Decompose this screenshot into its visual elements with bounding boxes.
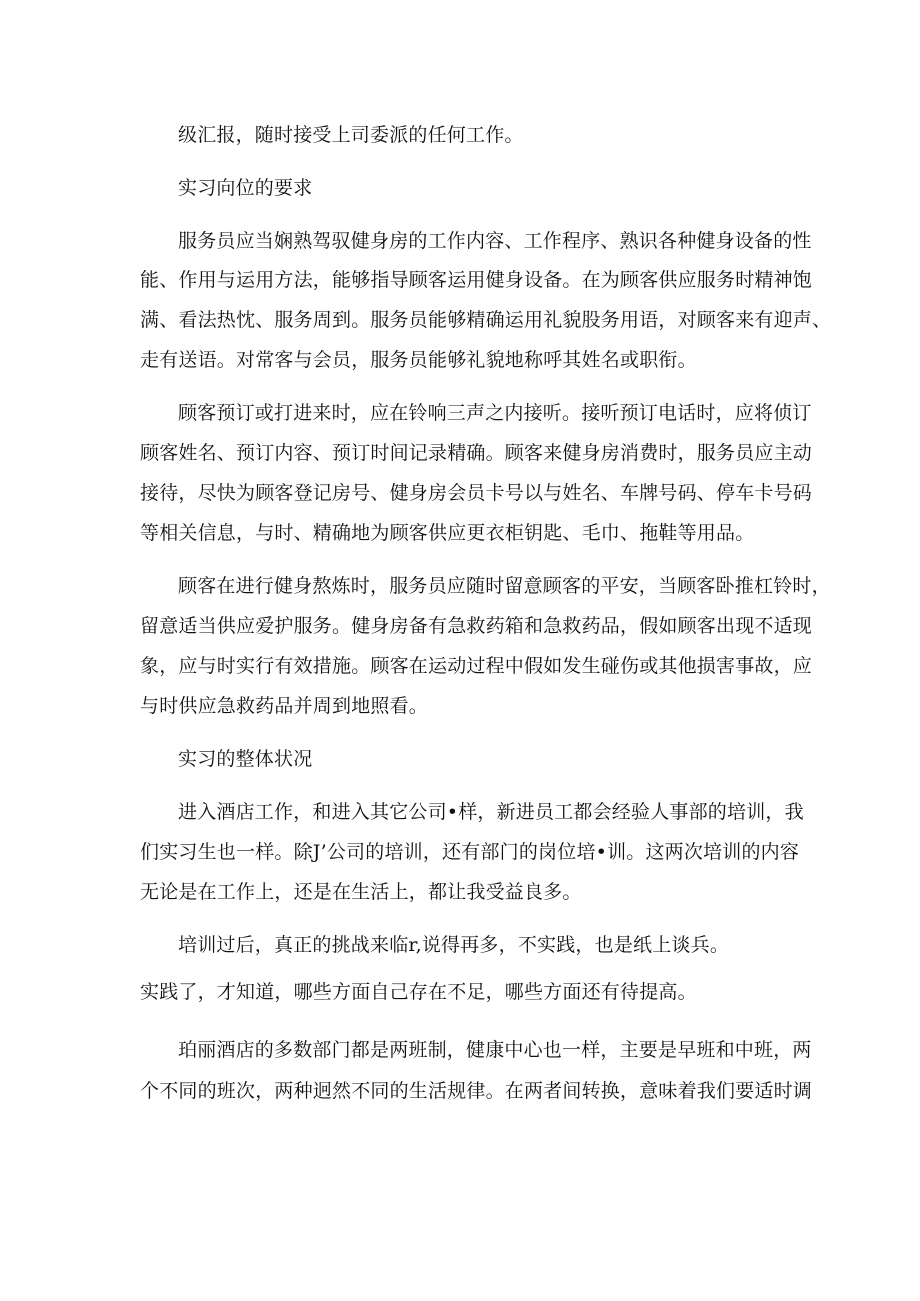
text-line: 等相关信息，与时、精确地为顾客供应更衣柜钥匙、毛巾、拖鞋等用品。 xyxy=(140,522,755,544)
text-line: 留意适当供应爱护服务。健身房备有急救药箱和急救药品，假如顾客出现不适现 xyxy=(140,615,813,637)
text-line: 个不同的班次，两种迥然不同的生活规律。在两者间转换，意味着我们要适时调 xyxy=(140,1080,813,1102)
text-line: 象，应与时实行有效措施。顾客在运动过程中假如发生碰伤或其他损害事故，应 xyxy=(140,655,813,677)
text-line: 进入酒店工作，和进入其它公司•样，新进员工都会经验人事部的培训，我 xyxy=(178,801,804,823)
text-line: 顾客姓名、预订内容、预订时间记录精确。顾客来健身房消费时，服务员应主动 xyxy=(140,442,813,464)
text-line: 实践了，才知道，哪些方面自己存在不足，哪些方面还有待提高。 xyxy=(140,981,697,1003)
text-line: 与时供应急救药品并周到地照看。 xyxy=(140,695,429,717)
text-line: 们实习生也一样。除J’公司的培训，还有部门的岗位培•训。这两次培训的内容 xyxy=(140,841,800,863)
text-line: 培训过后，真正的挑战来临r,说得再多，不实践，也是纸上谈兵。 xyxy=(178,934,730,956)
text-line: 接待，尽快为顾客登记房号、健身房会员卡号以与姓名、车牌号码、停车卡号码 xyxy=(140,482,813,504)
text-line: 满、看法热忱、服务周到。服务员能够精确运用礼貌股务用语，对顾客来有迎声、 xyxy=(140,309,832,331)
text-line: 无论是在工作上，还是在生活上，都让我受益良多。 xyxy=(140,881,582,903)
section-heading: 实习的整体状况 xyxy=(178,748,313,770)
text-line: 能、作用与运用方法，能够指导顾客运用健身设备。在为顾客供应服务时精神饱 xyxy=(140,269,813,291)
text-line: 顾客在进行健身熬炼时，服务员应随时留意顾客的平安，当顾客卧推杠铃时， xyxy=(178,575,831,597)
text-line: 顾客预订或打进来时，应在铃响三声之内接听。接听预订电话时，应将侦订 xyxy=(178,402,812,424)
text-line: 级汇报，随时接受上司委派的任何工作。 xyxy=(178,124,524,146)
section-heading: 实习向位的要求 xyxy=(178,177,313,199)
text-line: 服务员应当娴熟驾驭健身房的工作内容、工作程序、熟识各种健身设备的性 xyxy=(178,230,812,252)
text-line: 珀丽酒店的多数部门都是两班制，健康中心也一样，主要是早班和中班，两 xyxy=(178,1039,812,1061)
text-line: 走有送语。对常客与会员，服务员能够礼貌地称呼其姓名或职衔。 xyxy=(140,349,697,371)
